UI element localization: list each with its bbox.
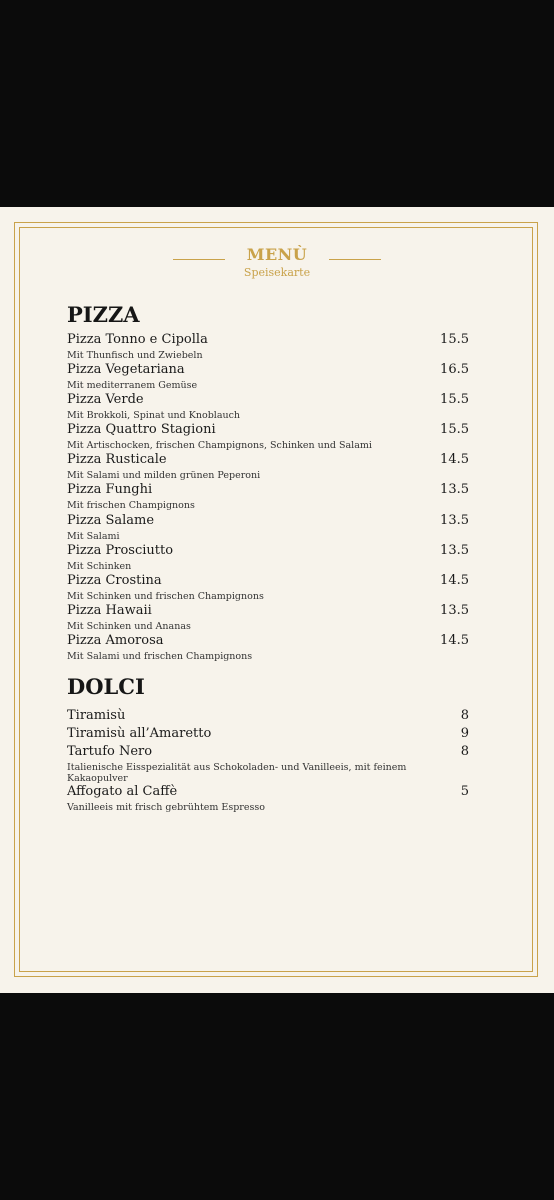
section-title-dolci: DOLCI xyxy=(67,674,145,699)
item-price: 15.5 xyxy=(440,392,469,408)
item-name: Tiramisù all’Amaretto xyxy=(67,726,212,741)
item-name: Pizza Tonno e Cipolla xyxy=(67,332,208,347)
dolci-section xyxy=(67,674,469,813)
item-description: Mit Salami xyxy=(67,530,120,542)
item-description: Italienische Eisspezialität aus Schokoladen- und Vanilleeis, mit feinem Kakaopulver xyxy=(67,762,407,784)
item-price: 14.5 xyxy=(440,632,469,648)
item-price: 8 xyxy=(460,744,469,759)
menu-item xyxy=(67,362,469,392)
item-description: Mit Schinken und frischen Champignons xyxy=(67,590,264,602)
menu-item xyxy=(67,573,469,603)
item-price: 14.5 xyxy=(440,572,469,588)
item-description: Mit mediterranem Gemüse xyxy=(67,380,198,392)
menu-item xyxy=(67,633,469,663)
item-price: 15.5 xyxy=(440,332,469,347)
menu-item xyxy=(67,726,469,744)
item-name: Pizza Verde xyxy=(67,392,144,408)
menu-item xyxy=(67,482,469,512)
item-price: 5 xyxy=(460,784,469,799)
item-name: Tartufo Nero xyxy=(67,744,153,759)
item-name: Affogato al Caffè xyxy=(67,784,178,799)
menu-item xyxy=(67,744,469,784)
menu-item xyxy=(67,543,469,573)
item-description: Mit Salami und milden grünen Peperoni xyxy=(67,470,261,482)
item-name: Pizza Prosciutto xyxy=(67,542,174,558)
menu-header xyxy=(0,245,554,280)
item-price: 8 xyxy=(460,708,469,723)
menu-item xyxy=(67,784,469,813)
item-name: Pizza Amorosa xyxy=(67,632,164,648)
item-description: Mit Thunfisch und Zwiebeln xyxy=(67,350,203,361)
item-description: Mit Schinken xyxy=(67,560,132,572)
item-name: Pizza Crostina xyxy=(67,572,162,588)
menu-item xyxy=(67,513,469,543)
item-price: 16.5 xyxy=(440,362,469,378)
item-price: 13.5 xyxy=(440,512,469,528)
menu-item xyxy=(67,603,469,633)
item-price: 13.5 xyxy=(440,602,469,618)
item-price: 15.5 xyxy=(440,422,469,438)
item-name: Tiramisù xyxy=(67,708,126,723)
menu-item xyxy=(67,332,469,362)
item-description: Mit Schinken und Ananas xyxy=(67,620,191,632)
menu-item xyxy=(67,392,469,422)
section-title-pizza: PIZZA xyxy=(67,302,140,327)
item-description: Mit Salami und frischen Champignons xyxy=(67,650,253,662)
menu-subtitle: Speisekarte xyxy=(243,266,311,279)
item-name: Pizza Quattro Stagioni xyxy=(67,422,216,438)
item-price: 13.5 xyxy=(440,482,469,498)
item-name: Pizza Funghi xyxy=(67,482,153,498)
menu-item xyxy=(67,452,469,482)
item-description: Mit frischen Champignons xyxy=(67,500,195,512)
item-name: Pizza Rusticale xyxy=(67,452,167,468)
item-name: Pizza Salame xyxy=(67,512,155,528)
item-price: 13.5 xyxy=(440,542,469,558)
item-name: Pizza Hawaii xyxy=(67,602,152,618)
item-description: Mit Brokkoli, Spinat und Knoblauch xyxy=(67,410,241,422)
item-description: Mit Artischocken, frischen Champignons, Schinken und Salami xyxy=(67,440,372,452)
item-description: Vanilleeis mit frisch gebrühtem Espresso xyxy=(67,802,265,813)
item-price: 9 xyxy=(460,726,469,741)
menu-item xyxy=(67,422,469,452)
menu-page xyxy=(0,207,554,993)
item-price: 14.5 xyxy=(440,452,469,468)
pizza-section xyxy=(67,302,469,663)
item-name: Pizza Vegetariana xyxy=(67,362,185,378)
menu-title: MENÙ xyxy=(246,245,308,264)
menu-item xyxy=(67,708,469,726)
